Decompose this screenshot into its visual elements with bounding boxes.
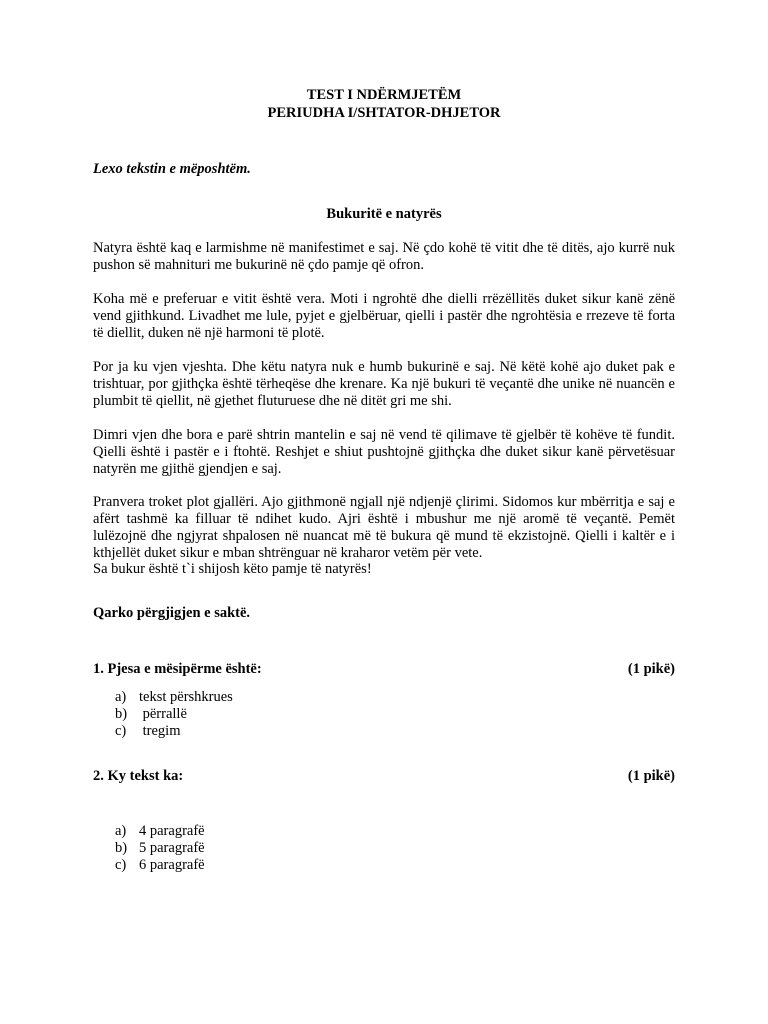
header: [93, 87, 675, 123]
document-page: [93, 0, 675, 1024]
option-a[interactable]: a) 4 paragrafë: [115, 823, 205, 839]
paragraph-1: Natyra është kaq e larmishme në manifestimet e saj. Në çdo kohë të vitit dhe të ditës, ajo kurrë nuk pushon së mahnituri me bukurinë në çdo pamje që ofron.: [93, 240, 675, 273]
test-period: PERIUDHA I/SHTATOR-DHJETOR: [267, 105, 501, 121]
paragraph-5: Pranvera troket plot gjallëri. Ajo gjithmonë ngjall një ndjenjë çlirimi. Sidomos kur mbërritja e saj e afërt tashmë ka filluar të ndihet kudo. Ajri është i mbushur me një aromë të veçantë. Pemët lulëzojnë dhe ngjyrat shpalosen në nuancat më të bukura që mund të ekzistojnë. Qielli i kaltër e i kthjellët duket sikur e mban shtrënguar në kraharor vetëm për vete.: [93, 494, 675, 561]
paragraph-2: Koha më e preferuar e vitit është vera. Moti i ngrohtë dhe dielli rrëzëllitës duket sikur kanë zënë vend gjithkund. Livadhet me lule, pyjet e gjelbëruar, qielli i pastër dhe ngrohtësia e rrezeve të forta të diellit, duken në një harmoni të plotë.: [93, 291, 675, 341]
reading-instruction: Lexo tekstin e mëposhtëm.: [93, 161, 251, 177]
task-instruction: Qarko përgjigjen e saktë.: [93, 605, 251, 621]
option-c[interactable]: c) tregim: [115, 723, 181, 739]
question-1-text: 1. Pjesa e mësipërme është:: [93, 661, 262, 677]
question-2-points: (1 pikë): [627, 768, 675, 784]
paragraph-3: Por ja ku vjen vjeshta. Dhe këtu natyra nuk e humb bukurinë e saj. Në këtë kohë ajo duket pak e trishtuar, por gjithçka është tërheqëse dhe krenare. Ka një bukuri të veçantë dhe unike në nuancën e plumbit të qiellit, në gjethet fluturuese dhe në ditët gri me shi.: [93, 359, 675, 409]
option-b[interactable]: b) përrallë: [115, 706, 187, 722]
reading-title: Bukuritë e natyrës: [326, 206, 442, 222]
question-1-options: [115, 689, 233, 740]
option-c[interactable]: c) 6 paragrafë: [115, 857, 205, 873]
question-1-points: (1 pikë): [627, 661, 675, 677]
paragraph-6: Sa bukur është t`i shijosh këto pamje të natyrës!: [93, 561, 372, 577]
option-b[interactable]: b) 5 paragrafë: [115, 840, 205, 856]
test-title: TEST I NDËRMJETËM: [306, 87, 462, 103]
question-2-text: 2. Ky tekst ka:: [93, 768, 184, 784]
paragraph-4: Dimri vjen dhe bora e parë shtrin mantelin e saj në vend të qilimave të gjelbër të kohëve të fundit. Qielli është i pastër e i ftohtë. Reshjet e shiut pushtojnë gjithçka dhe duket sikur kanë përvetësuar natyrën me gjithë gjendjen e saj.: [93, 427, 675, 477]
option-a[interactable]: a) tekst përshkrues: [115, 689, 233, 705]
question-2-options: [115, 823, 205, 874]
